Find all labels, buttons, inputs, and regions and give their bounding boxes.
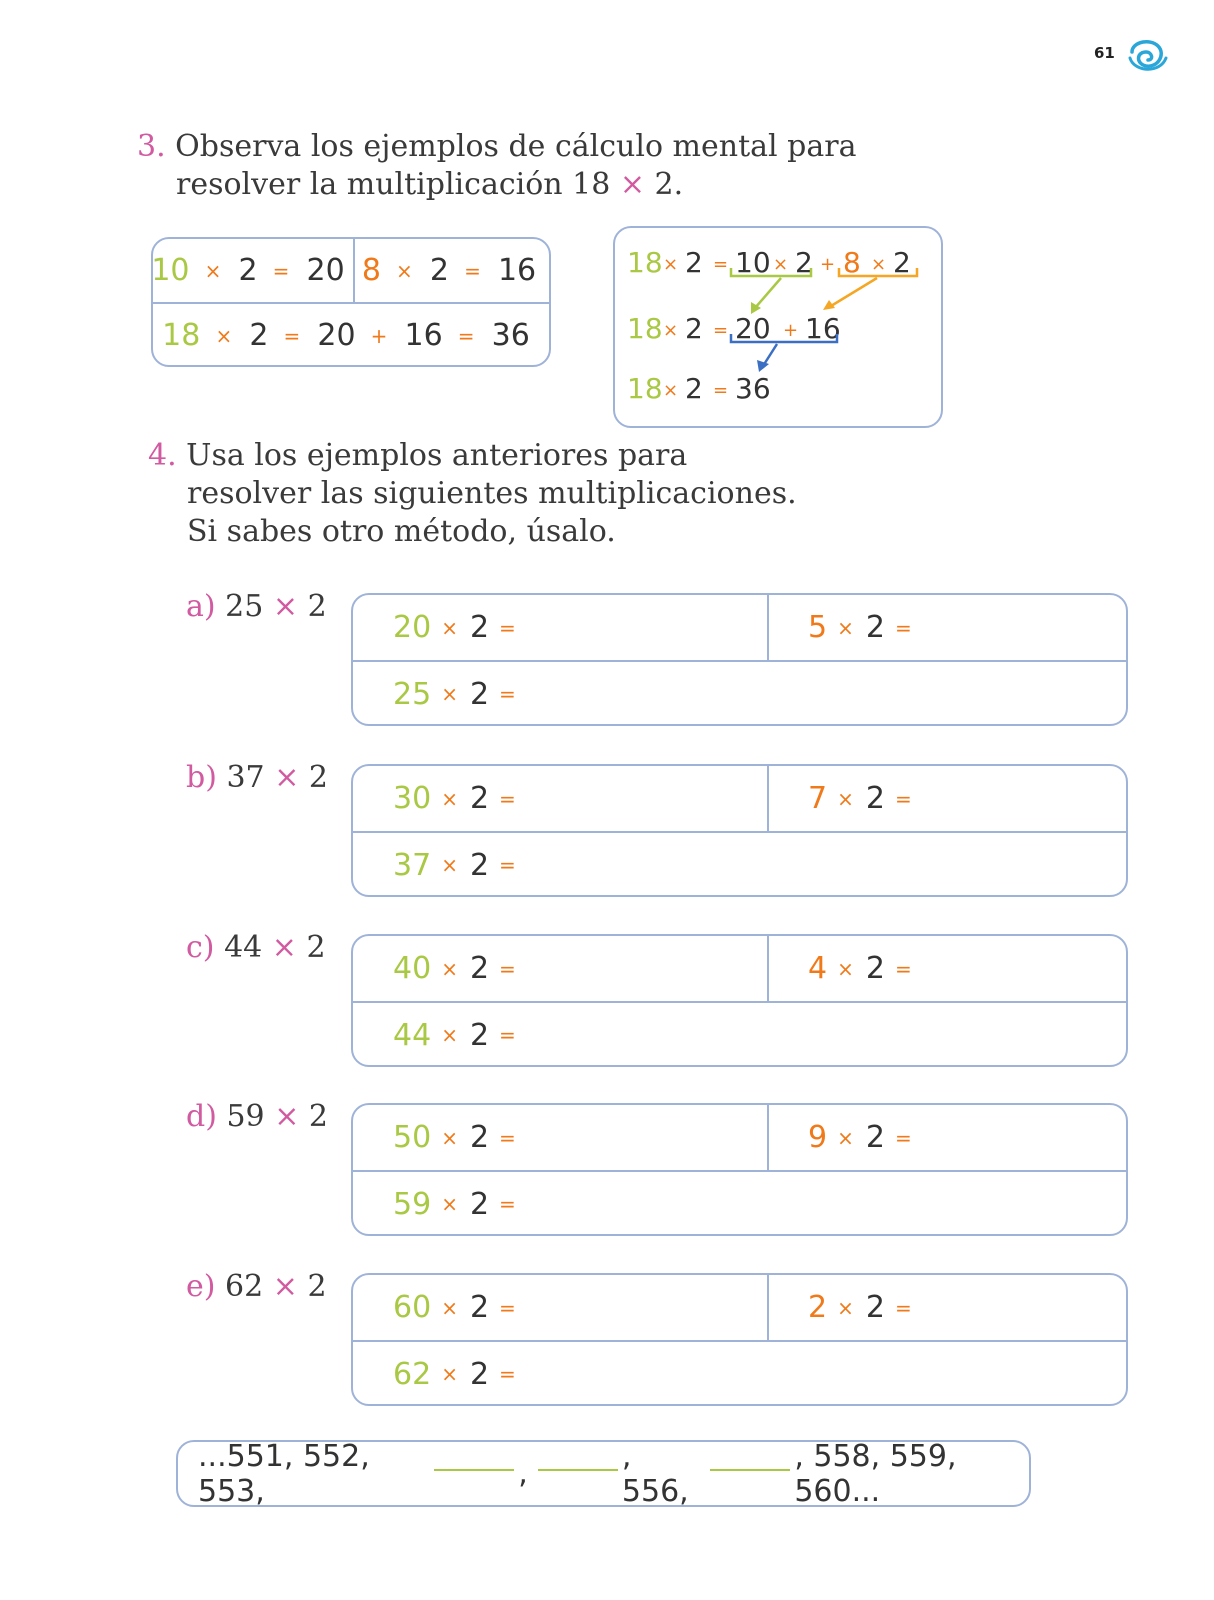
svg-text:×: × — [871, 254, 887, 275]
exercise-label: c) 44 × 2 — [186, 930, 326, 965]
svg-text:=: = — [713, 254, 729, 275]
ones-product-field[interactable]: 7 × 2 = — [808, 781, 912, 816]
orange-arrow — [831, 278, 877, 306]
tens-product-field[interactable]: 30 × 2 = — [393, 781, 516, 816]
svg-text:=: = — [713, 380, 729, 401]
exercise-label: b) 37 × 2 — [186, 760, 328, 795]
tens-product-field[interactable]: 40 × 2 = — [393, 951, 516, 986]
divider — [767, 1275, 769, 1340]
sequence-blank-2[interactable] — [538, 1469, 618, 1471]
svg-text:2: 2 — [795, 246, 813, 279]
divider — [767, 1105, 769, 1170]
svg-text:36: 36 — [735, 372, 771, 405]
answer-box — [351, 764, 1128, 897]
svg-text:+: + — [783, 320, 799, 341]
divider — [767, 936, 769, 1001]
divider — [767, 766, 769, 831]
svg-text:×: × — [663, 380, 679, 401]
exercise-label: a) 25 × 2 — [186, 589, 327, 624]
total-product-field[interactable]: 37 × 2 = — [393, 847, 516, 883]
svg-text:×: × — [773, 254, 789, 275]
svg-text:2: 2 — [893, 246, 911, 279]
svg-text:=: = — [713, 320, 729, 341]
example-tens-product: 10 × 2 = 20 — [151, 253, 345, 288]
exercise-label: d) 59 × 2 — [186, 1099, 328, 1134]
svg-text:18: 18 — [627, 312, 663, 345]
page-number: 61 — [1094, 44, 1115, 62]
svg-text:16: 16 — [805, 312, 841, 345]
sequence-mid: , 556, — [621, 1438, 689, 1509]
svg-text:8: 8 — [843, 246, 861, 279]
question-text-line3: Si sabes otro método, úsalo. — [187, 514, 616, 549]
total-product-field[interactable]: 62 × 2 = — [393, 1356, 516, 1392]
question-text-line1: Usa los ejemplos anteriores para — [186, 438, 688, 473]
sequence-blank-3[interactable] — [710, 1469, 790, 1471]
sequence-blank-1[interactable] — [434, 1469, 514, 1471]
example-box-2 — [613, 226, 943, 428]
ones-product-field[interactable]: 9 × 2 = — [808, 1120, 912, 1155]
ones-product-field[interactable]: 4 × 2 = — [808, 951, 912, 986]
spiral-wave-icon — [1128, 38, 1168, 74]
example-ones-product: 8 × 2 = 16 — [361, 253, 537, 288]
exercise-label: e) 62 × 2 — [186, 1269, 327, 1304]
decomposition-diagram — [615, 228, 945, 430]
svg-text:×: × — [663, 320, 679, 341]
svg-text:2: 2 — [685, 246, 703, 279]
svg-text:2: 2 — [685, 312, 703, 345]
sequence-start: ...551, 552, 553, — [198, 1438, 370, 1509]
question-3 — [137, 128, 856, 204]
tens-product-field[interactable]: 20 × 2 = — [393, 610, 516, 645]
question-number: 3. — [137, 129, 166, 164]
green-arrow — [755, 278, 781, 308]
example-box-1 — [151, 237, 551, 367]
answer-box — [351, 1273, 1128, 1406]
question-4 — [148, 437, 797, 551]
svg-text:×: × — [663, 254, 679, 275]
question-text-line1: Observa los ejemplos de cálculo mental para — [175, 129, 857, 164]
example-sum: 18 × 2 = 20 + 16 = 36 — [162, 318, 530, 353]
total-product-field[interactable]: 44 × 2 = — [393, 1017, 516, 1053]
question-text-line2: resolver las siguientes multiplicaciones. — [187, 476, 797, 511]
number-sequence-box: ...551, 552, 553, , , 556, , 558, 559, 560... — [176, 1440, 1031, 1507]
svg-text:10: 10 — [735, 246, 771, 279]
sequence-end: , 558, 559, 560... — [794, 1438, 957, 1509]
answer-box — [351, 934, 1128, 1067]
ones-product-field[interactable]: 5 × 2 = — [808, 610, 912, 645]
svg-text:2: 2 — [685, 372, 703, 405]
svg-text:+: + — [820, 254, 836, 275]
tens-product-field[interactable]: 60 × 2 = — [393, 1290, 516, 1325]
answer-box — [351, 593, 1128, 726]
answer-box — [351, 1103, 1128, 1236]
tens-product-field[interactable]: 50 × 2 = — [393, 1120, 516, 1155]
svg-text:20: 20 — [735, 312, 771, 345]
divider — [767, 595, 769, 660]
total-product-field[interactable]: 25 × 2 = — [393, 676, 516, 712]
ones-product-field[interactable]: 2 × 2 = — [808, 1290, 912, 1325]
question-text-line2: resolver la multiplicación 18 × 2. — [176, 167, 684, 202]
total-product-field[interactable]: 59 × 2 = — [393, 1186, 516, 1222]
factor: 18 — [627, 246, 663, 279]
svg-text:18: 18 — [627, 372, 663, 405]
question-number: 4. — [148, 438, 177, 473]
